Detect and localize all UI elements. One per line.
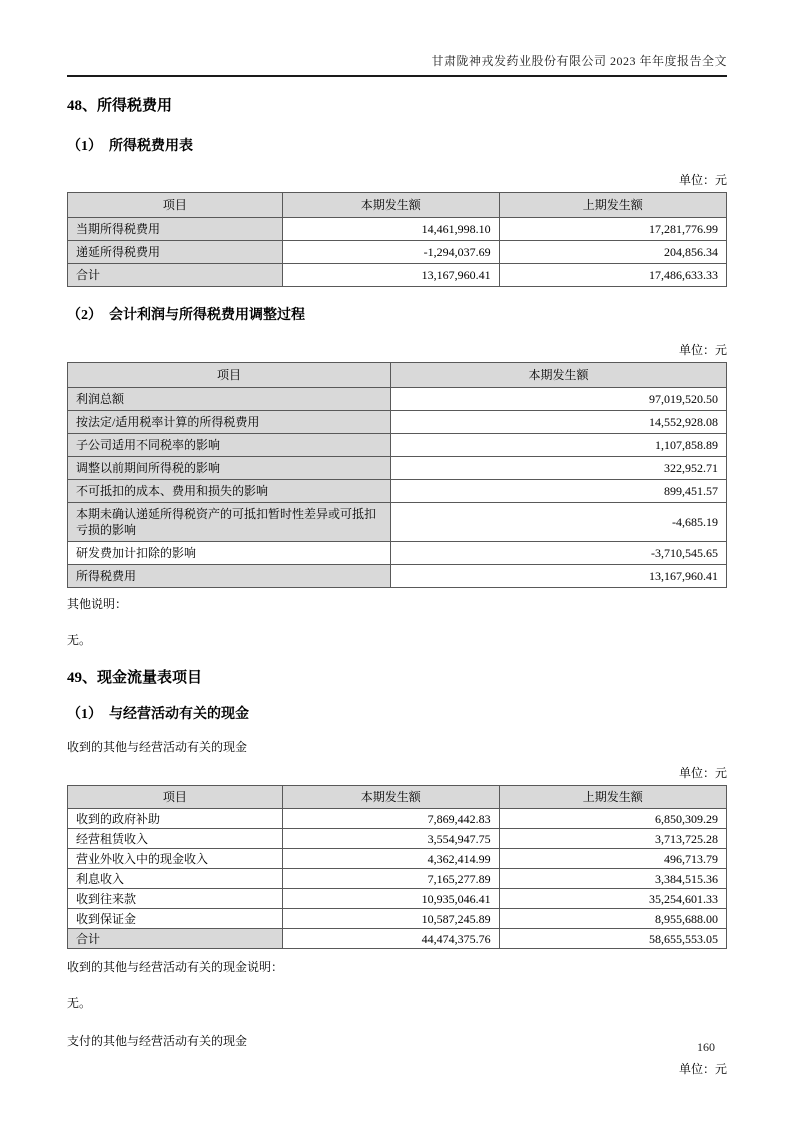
prior-period-value: 17,486,633.33 (499, 264, 726, 287)
current-period-value: 10,587,245.89 (282, 909, 499, 929)
row-label: 收到保证金 (68, 909, 283, 929)
other-note-value: 无。 (67, 633, 92, 647)
row-label: 递延所得税费用 (68, 241, 283, 264)
table-row (68, 503, 727, 542)
prior-period-value: 3,713,725.28 (499, 829, 726, 849)
operating-cash-received-table (67, 785, 727, 949)
table-row (68, 434, 727, 457)
section-48-2-heading: （2） 会计利润与所得税费用调整过程 (67, 308, 305, 323)
current-period-value: 14,461,998.10 (282, 218, 499, 241)
column-header-item: 项目 (68, 786, 283, 809)
table-row (68, 809, 727, 829)
column-header-prior-period: 上期发生额 (499, 193, 726, 218)
section-48-1-heading: （1） 所得税费用表 (67, 139, 193, 154)
current-period-value: 899,451.57 (390, 480, 726, 503)
row-label: 所得税费用 (68, 565, 391, 588)
row-label: 当期所得税费用 (68, 218, 283, 241)
row-label: 营业外收入中的现金收入 (68, 849, 283, 869)
section-48-heading: 48、所得税费用 (67, 98, 173, 114)
prior-period-value: 17,281,776.99 (499, 218, 726, 241)
table-row (68, 411, 727, 434)
page-number: 160 (697, 1040, 715, 1054)
row-label: 调整以前期间所得税的影响 (68, 457, 391, 480)
prior-period-value: 3,384,515.36 (499, 869, 726, 889)
prior-period-value: 35,254,601.33 (499, 889, 726, 909)
prior-period-value: 496,713.79 (499, 849, 726, 869)
prior-period-value: 6,850,309.29 (499, 809, 726, 829)
other-note-label: 其他说明： (67, 597, 128, 611)
row-label: 合计 (68, 929, 283, 949)
table-row (68, 889, 727, 909)
table-row (68, 849, 727, 869)
current-period-value: 13,167,960.41 (282, 264, 499, 287)
prior-period-value: 58,655,553.05 (499, 929, 726, 949)
current-period-value: 1,107,858.89 (390, 434, 726, 457)
table-header-row (68, 193, 727, 218)
row-label: 收到往来款 (68, 889, 283, 909)
current-period-value: -3,710,545.65 (390, 542, 726, 565)
table-total-row (68, 929, 727, 949)
row-label: 不可抵扣的成本、费用和损失的影响 (68, 480, 391, 503)
current-period-value: 7,869,442.83 (282, 809, 499, 829)
report-title: 甘肃陇神戎发药业股份有限公司 2023 年年度报告全文 (431, 54, 727, 68)
row-label: 子公司适用不同税率的影响 (68, 434, 391, 457)
received-cash-label: 收到的其他与经营活动有关的现金 (67, 740, 248, 754)
row-label: 收到的政府补助 (68, 809, 283, 829)
current-period-value: 3,554,947.75 (282, 829, 499, 849)
table-row (68, 480, 727, 503)
current-period-value: 13,167,960.41 (390, 565, 726, 588)
current-period-value: 14,552,928.08 (390, 411, 726, 434)
row-label: 按法定/适用税率计算的所得税费用 (68, 411, 391, 434)
table-row (68, 457, 727, 480)
unit-label-4: 单位：元 (678, 1062, 727, 1076)
section-49-1-heading: （1） 与经营活动有关的现金 (67, 707, 249, 722)
table-row (68, 869, 727, 889)
current-period-value: -1,294,037.69 (282, 241, 499, 264)
row-label: 研发费加计扣除的影响 (68, 542, 391, 565)
row-label: 经营租赁收入 (68, 829, 283, 849)
current-period-value: 4,362,414.99 (282, 849, 499, 869)
unit-label-1: 单位：元 (678, 173, 727, 187)
column-header-item: 项目 (68, 363, 391, 388)
table-row (68, 388, 727, 411)
column-header-prior-period: 上期发生额 (499, 786, 726, 809)
column-header-current-period: 本期发生额 (282, 786, 499, 809)
table-total-row (68, 264, 727, 287)
table-row (68, 909, 727, 929)
prior-period-value: 8,955,688.00 (499, 909, 726, 929)
table-row (68, 241, 727, 264)
tax-reconciliation-table (67, 362, 727, 588)
unit-label-2: 单位：元 (678, 343, 727, 357)
table-row (68, 829, 727, 849)
section-49-heading: 49、现金流量表项目 (67, 670, 203, 686)
unit-label-3: 单位：元 (678, 766, 727, 780)
column-header-item: 项目 (68, 193, 283, 218)
row-label: 利润总额 (68, 388, 391, 411)
current-period-value: 97,019,520.50 (390, 388, 726, 411)
received-note-label: 收到的其他与经营活动有关的现金说明： (67, 960, 284, 974)
table-row (68, 218, 727, 241)
prior-period-value: 204,856.34 (499, 241, 726, 264)
current-period-value: 7,165,277.89 (282, 869, 499, 889)
current-period-value: 44,474,375.76 (282, 929, 499, 949)
table-header-row (68, 363, 727, 388)
received-note-value: 无。 (67, 996, 92, 1010)
table-row (68, 565, 727, 588)
row-label: 合计 (68, 264, 283, 287)
income-tax-expense-table (67, 192, 727, 287)
row-label: 利息收入 (68, 869, 283, 889)
column-header-current-period: 本期发生额 (390, 363, 726, 388)
current-period-value: 10,935,046.41 (282, 889, 499, 909)
current-period-value: -4,685.19 (390, 503, 726, 542)
report-header (67, 52, 727, 77)
column-header-current-period: 本期发生额 (282, 193, 499, 218)
table-row (68, 542, 727, 565)
table-header-row (68, 786, 727, 809)
paid-cash-label: 支付的其他与经营活动有关的现金 (67, 1034, 248, 1048)
row-label: 本期未确认递延所得税资产的可抵扣暂时性差异或可抵扣亏损的影响 (68, 503, 391, 542)
current-period-value: 322,952.71 (390, 457, 726, 480)
